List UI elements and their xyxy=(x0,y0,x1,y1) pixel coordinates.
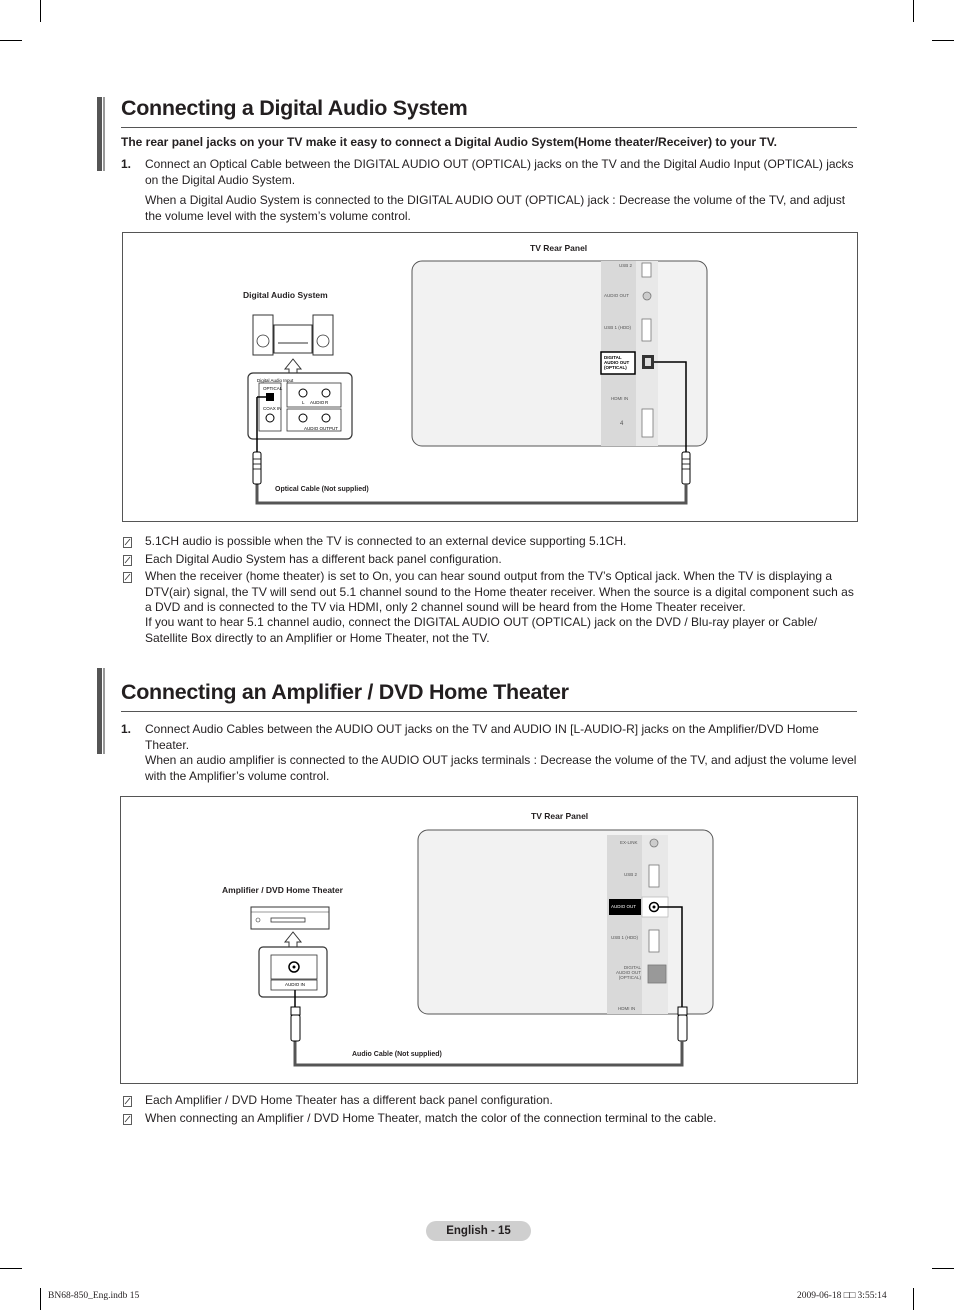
page-number-badge: English - 15 xyxy=(426,1221,531,1241)
title-rule xyxy=(121,711,857,712)
note-text: Each Amplifier / DVD Home Theater has a different back panel configuration. xyxy=(145,1093,553,1107)
port-label: USB 2 xyxy=(619,263,633,268)
diagram-digital-audio xyxy=(122,232,858,522)
port-label: AUDIO OUT xyxy=(604,293,630,298)
section-marker xyxy=(97,97,102,171)
note-text: Each Digital Audio System has a different back panel configuration. xyxy=(145,552,502,566)
step-number: 1. xyxy=(121,157,132,171)
tv-rear-panel-label: TV Rear Panel xyxy=(531,811,589,821)
crop-mark xyxy=(40,1288,41,1310)
note-icon xyxy=(123,537,133,548)
device-port-label: COAX IN xyxy=(263,406,282,411)
device-label: Amplifier / DVD Home Theater xyxy=(222,885,343,895)
section-marker xyxy=(103,97,105,171)
note-text: When the receiver (home theater) is set to On, you can hear sound output from the TV’s Optical jack. When the TV is displaying a DTV(air) signal, the TV will send out 5.1 channel sound to the Home theater receiver. When the source is a digital component such as a DVD and is connected to the TV via HDMI, only 2 channel sound will be heard from the Home Theater receiver. xyxy=(145,569,854,614)
crop-mark xyxy=(0,1268,22,1269)
file-name: BN68-850_Eng.indb 15 xyxy=(48,1291,140,1301)
cable-label: Optical Cable (Not supplied) xyxy=(275,486,369,493)
port-label: HDMI IN xyxy=(611,396,629,401)
crop-mark xyxy=(0,40,22,41)
cable-label: Audio Cable (Not supplied) xyxy=(352,1051,442,1058)
port-label-optical: DIGITAL AUDIO OUT (OPTICAL) xyxy=(604,355,630,370)
crop-mark xyxy=(40,0,41,22)
connection-diagram xyxy=(121,797,857,1083)
section-title: Connecting a Digital Audio System xyxy=(121,96,468,120)
step-text: Connect Audio Cables between the AUDIO OUT jacks on the TV and AUDIO IN [L-AUDIO-R] jacks on the Amplifier/DVD Home Theater. xyxy=(145,722,819,752)
crop-mark xyxy=(913,0,914,22)
port-label: DIGITAL AUDIO OUT (OPTICAL) xyxy=(615,965,641,980)
crop-mark xyxy=(913,1288,914,1310)
device-port-label: L xyxy=(302,400,305,405)
device-port-label: AUDIO IN xyxy=(285,982,306,987)
note-text: When connecting an Amplifier / DVD Home Theater, match the color of the connection terminal to the cable. xyxy=(145,1111,717,1125)
step-text-note: When a Digital Audio System is connected to the DIGITAL AUDIO OUT (OPTICAL) jack : Decrease the volume of the TV, and adjust the volume level with the system’s volume control. xyxy=(145,193,846,223)
device-port-label: R xyxy=(325,400,329,405)
port-label: USB 1 (HDD) xyxy=(604,325,632,330)
note-icon xyxy=(123,1096,133,1107)
note-icon xyxy=(123,1114,133,1125)
device-port-label: OPTICAL xyxy=(263,386,283,391)
device-port-label: AUDIO xyxy=(310,400,325,405)
note-icon xyxy=(123,572,133,583)
step-number: 1. xyxy=(121,722,132,736)
device-port-label: Digital Audio Input xyxy=(257,378,294,383)
crop-mark xyxy=(932,1268,954,1269)
tv-rear-panel-label: TV Rear Panel xyxy=(530,243,588,253)
diagram-amplifier xyxy=(120,796,858,1084)
step-text-note: When an audio amplifier is connected to the AUDIO OUT jacks terminals : Decrease the volume of the TV, and adjust the volume level with the Amplifier’s volume control. xyxy=(145,753,857,783)
note-text: 5.1CH audio is possible when the TV is connected to an external device supporting 5.1CH. xyxy=(145,534,627,548)
port-label-audio-out: AUDIO OUT xyxy=(611,904,637,909)
step-text: Connect an Optical Cable between the DIGITAL AUDIO OUT (OPTICAL) jacks on the TV and the Digital Audio Input (OPTICAL) jacks on the Digital Audio System. xyxy=(145,157,854,187)
print-date: 2009-06-18 □□ 3:55:14 xyxy=(797,1291,887,1301)
note-text: If you want to hear 5.1 channel audio, connect the DIGITAL AUDIO OUT (OPTICAL) jack on the DVD / Blu-ray player or Cable/ Satellite Box directly to an Amplifier or Home Theater, not the TV. xyxy=(145,615,818,645)
title-rule xyxy=(121,127,857,128)
port-label: HDMI IN xyxy=(618,1006,636,1011)
crop-mark xyxy=(932,40,954,41)
intro-text: The rear panel jacks on your TV make it easy to connect a Digital Audio System(Home theater/Receiver) to your TV. xyxy=(121,135,777,149)
note-icon xyxy=(123,555,133,566)
hdmi-number: 4 xyxy=(620,421,624,427)
device-port-label: AUDIO OUTPUT xyxy=(304,426,339,431)
section-marker xyxy=(103,668,105,754)
port-label: USB 1 (HDD) xyxy=(611,935,639,940)
device-label: Digital Audio System xyxy=(243,290,328,300)
section-title: Connecting an Amplifier / DVD Home Theater xyxy=(121,680,569,704)
connection-diagram xyxy=(123,233,857,521)
port-label: EX-LINK xyxy=(620,840,638,845)
section-marker xyxy=(97,668,102,754)
port-label: USB 2 xyxy=(624,872,638,877)
